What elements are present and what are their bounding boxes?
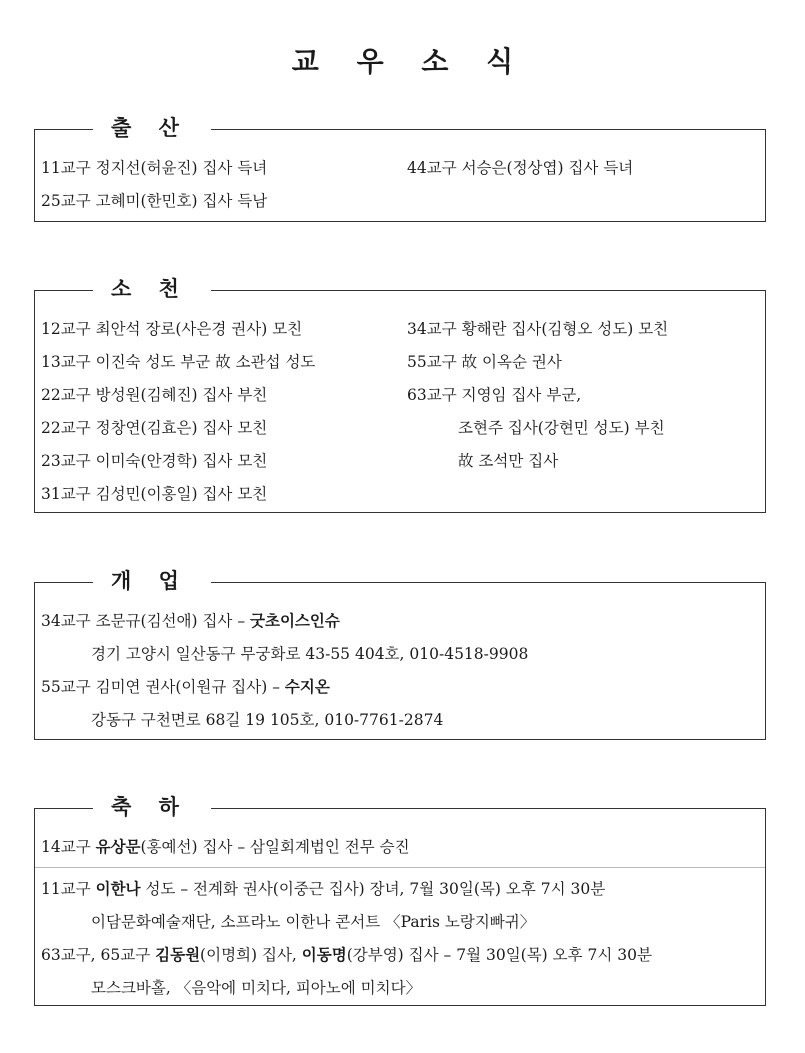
opening-item (41, 611, 340, 631)
birth-item: 25교구 고혜미(한민호) 집사 득남 (41, 192, 268, 210)
opening-item-prefix: 55교구 김미연 권사(이원규 집사) – (41, 678, 285, 696)
section-heading-birth: 출 산 (93, 114, 211, 142)
birth-item: 11교구 정지선(허윤진) 집사 득녀 (41, 159, 268, 177)
person-name: 이동명 (301, 945, 347, 964)
section-heading-opening: 개 업 (93, 567, 211, 595)
person-name: 이한나 (95, 879, 141, 898)
section-birth (34, 115, 766, 222)
congrats-detail: 이담문화예술재단, 소프라노 이한나 콘서트 〈Paris 노랑지빠귀〉 (91, 913, 536, 931)
person-name: 유상문 (95, 837, 141, 856)
section-opening (34, 568, 766, 740)
death-item-continued: 故 조석만 집사 (458, 452, 559, 470)
business-name: 수지온 (284, 677, 330, 696)
section-heading-congrats: 축 하 (93, 793, 211, 821)
opening-item (41, 677, 330, 697)
death-item: 22교구 정창연(김효은) 집사 모친 (41, 419, 268, 437)
congrats-suffix: (강부영) 집사 – 7월 30일(목) 오후 7시 30분 (346, 946, 652, 964)
congrats-prefix: 14교구 (41, 838, 96, 856)
congrats-detail: 모스크바홀, 〈음악에 미치다, 피아노에 미치다〉 (91, 979, 422, 997)
death-item: 31교구 김성민(이홍일) 집사 모친 (41, 485, 268, 503)
congrats-item (41, 837, 410, 857)
congrats-suffix: 성도 – 전계화 권사(이중근 집사) 장녀, 7월 30일(목) 오후 7시 30분 (140, 880, 606, 898)
section-congrats (34, 794, 766, 1006)
congrats-suffix: (홍예선) 집사 – 삼일회계법인 전무 승진 (140, 838, 410, 856)
death-item: 34교구 황해란 집사(김형오 성도) 모친 (407, 320, 669, 338)
section-heading-death: 소 천 (93, 275, 211, 303)
person-name: 김동원 (155, 945, 201, 964)
congrats-item (41, 945, 652, 965)
congrats-mid: (이명희) 집사, (200, 946, 302, 964)
congrats-item (41, 879, 605, 899)
death-item: 63교구 지영임 집사 부군, (407, 386, 582, 404)
section-death (34, 276, 766, 513)
congrats-prefix: 11교구 (41, 880, 96, 898)
death-item: 12교구 최안석 장로(사은경 권사) 모친 (41, 320, 303, 338)
opening-address: 경기 고양시 일산동구 무궁화로 43-55 404호, 010-4518-9908 (91, 645, 529, 663)
opening-item-prefix: 34교구 조문규(김선애) 집사 – (41, 612, 251, 630)
divider (35, 867, 765, 868)
birth-item: 44교구 서승은(정상엽) 집사 득녀 (407, 159, 634, 177)
congrats-prefix: 63교구, 65교구 (41, 946, 156, 964)
business-name: 굿초이스인슈 (250, 611, 340, 630)
death-item: 55교구 故 이옥순 권사 (407, 353, 562, 371)
death-item-continued: 조현주 집사(강현민 성도) 부친 (458, 419, 665, 437)
opening-address: 강동구 구천면로 68길 19 105호, 010-7761-2874 (91, 711, 444, 729)
death-item: 13교구 이진숙 성도 부군 故 소관섭 성도 (41, 353, 316, 371)
death-item: 23교구 이미숙(안경학) 집사 모친 (41, 452, 268, 470)
page-title: 교 우 소 식 (291, 45, 528, 78)
death-item: 22교구 방성원(김혜진) 집사 부친 (41, 386, 268, 404)
